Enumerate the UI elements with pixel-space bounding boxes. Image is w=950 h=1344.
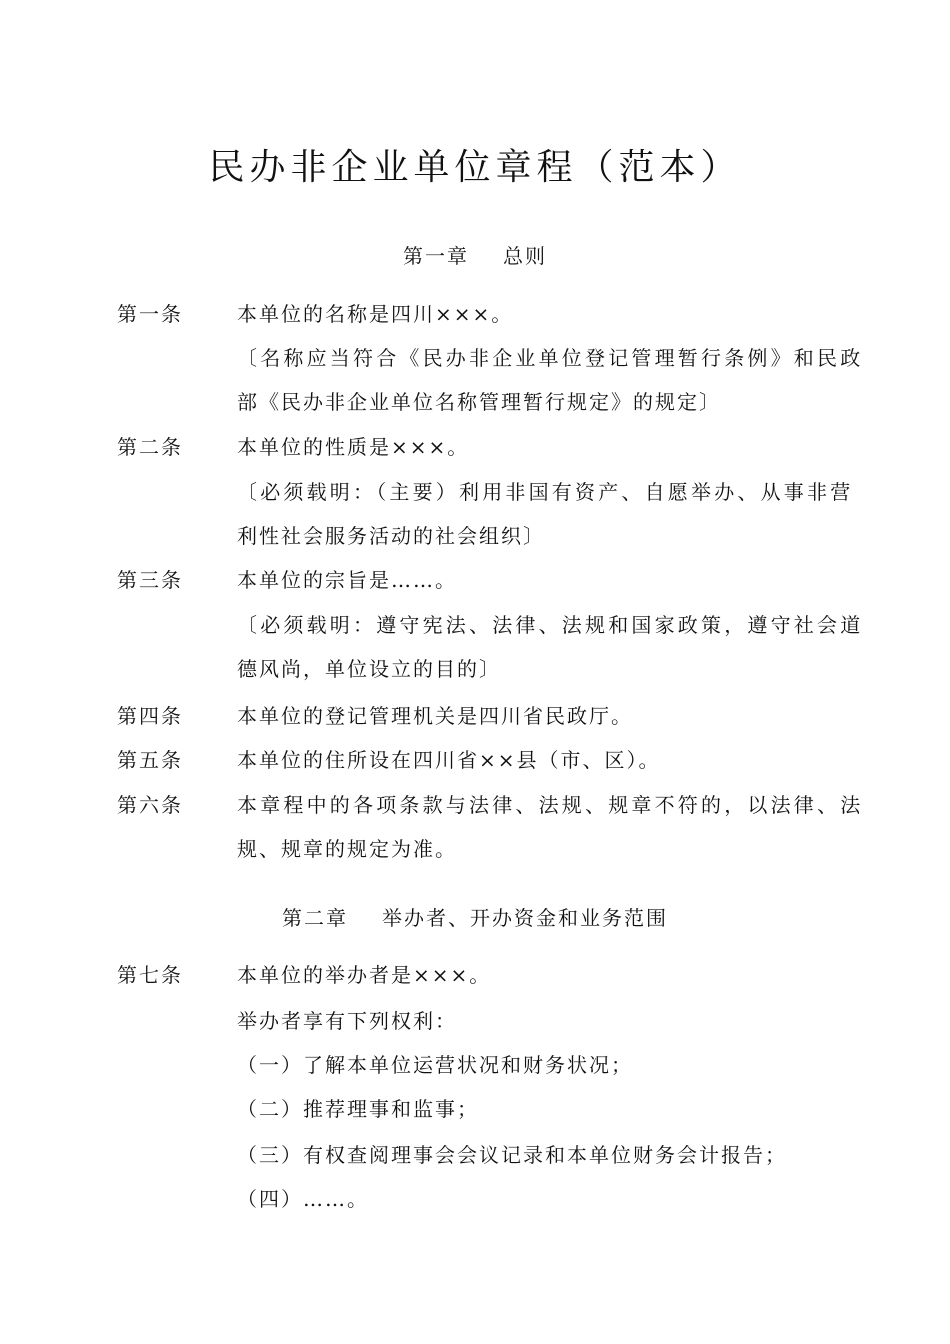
article-5-line-1: 本单位的住所设在四川省××县（市、区）。 <box>237 748 661 772</box>
article-2-line-1: 本单位的性质是×××。 <box>237 435 470 459</box>
chapter-name: 总则 <box>503 244 547 268</box>
article-4-line-1: 本单位的登记管理机关是四川省民政厅。 <box>237 704 633 728</box>
article-7-line-1: 本单位的举办者是×××。 <box>237 963 492 987</box>
article-3-line-2: 〔必须载明：遵守宪法、法律、法规和国家政策，遵守社会道 <box>237 613 864 637</box>
article-6-line-1: 本章程中的各项条款与法律、法规、规章不符的，以法律、法 <box>237 793 864 817</box>
chapter-name: 举办者、开办资金和业务范围 <box>382 906 668 930</box>
chapter-heading-2 <box>0 903 950 933</box>
article-label-2: 第二条 <box>117 435 183 459</box>
article-7-line-3: （一）了解本单位运营状况和财务状况； <box>237 1053 633 1077</box>
article-label-1: 第一条 <box>117 302 183 326</box>
article-1-line-1: 本单位的名称是四川×××。 <box>237 302 514 326</box>
article-3-line-1: 本单位的宗旨是……。 <box>237 568 457 592</box>
article-7-line-2: 举办者享有下列权利： <box>237 1009 457 1033</box>
article-label-6: 第六条 <box>117 793 183 817</box>
chapter-number: 第二章 <box>282 906 348 930</box>
article-1-line-3: 部《民办非企业单位名称管理暂行规定》的规定〕 <box>237 390 721 414</box>
article-7-line-6: （四）……。 <box>237 1187 369 1211</box>
article-6-line-2: 规、规章的规定为准。 <box>237 837 457 861</box>
article-label-5: 第五条 <box>117 748 183 772</box>
article-7-line-5: （三）有权查阅理事会会议记录和本单位财务会计报告； <box>237 1143 787 1167</box>
article-1-line-2: 〔名称应当符合《民办非企业单位登记管理暂行条例》和民政 <box>237 346 864 370</box>
article-label-3: 第三条 <box>117 568 183 592</box>
article-3-line-3: 德风尚，单位设立的目的〕 <box>237 657 501 681</box>
document-title: 民办非企业单位章程（范本） <box>208 147 742 188</box>
article-2-line-3: 利性社会服务活动的社会组织〕 <box>237 524 545 548</box>
article-2-line-2: 〔必须载明：（主要）利用非国有资产、自愿举办、从事非营 <box>237 480 854 504</box>
article-7-line-4: （二）推荐理事和监事； <box>237 1097 479 1121</box>
article-label-4: 第四条 <box>117 704 183 728</box>
chapter-heading-1 <box>0 241 950 271</box>
article-label-7: 第七条 <box>117 963 183 987</box>
chapter-number: 第一章 <box>403 244 469 268</box>
